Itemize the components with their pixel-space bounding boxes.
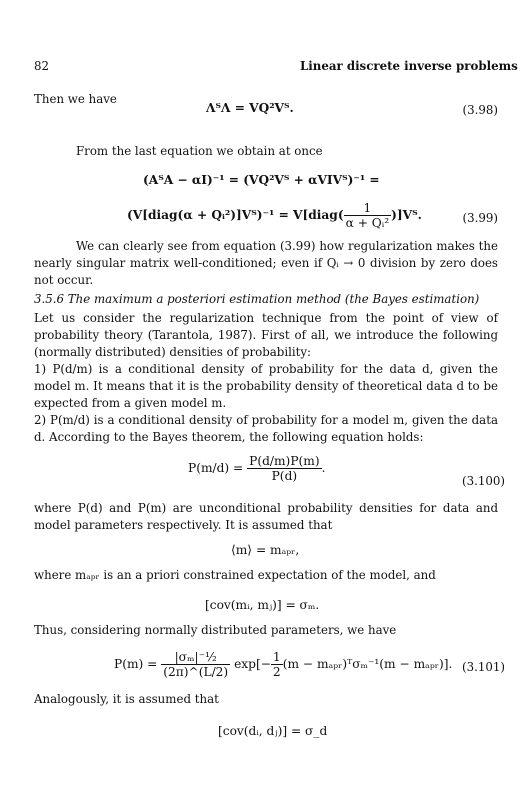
paragraph-from: From the last equation we obtain at once [76, 144, 323, 158]
paragraph-analogously: Analogously, it is assumed that [34, 692, 219, 706]
equation-3-101-fraction-denominator: (2π)^(L/2) [163, 665, 229, 679]
paragraph-let: Let us consider the regularization technique from the point of view of probability theory (Tarantola, 1987). First of all, we introduce the following (normally distributed) densities of probability: [34, 311, 498, 359]
equation-3-101-right: (m − mₐₚᵣ)ᵀσₘ⁻¹(m − mₐₚᵣ)]. [282, 657, 453, 671]
equation-3-101-fraction [161, 650, 230, 679]
equation-3-101-fraction-numerator: |σₘ|⁻½ [161, 650, 230, 665]
section-title: 3.5.6 The maximum a posteriori estimation method (the Bayes estimation) [34, 292, 480, 306]
equation-number-3-101: (3.101) [462, 660, 505, 674]
paragraph-where-1: where P(d) and P(m) are unconditional probability densities for data and model parameters respectively. It is assumed that [34, 501, 498, 532]
equation-mean: ⟨m⟩ = mₐₚᵣ, [231, 543, 300, 557]
paragraph-item-2: 2) P(m/d) is a conditional density of probability for a model m, given the data d. According to the Bayes theorem, the following equation holds: [34, 413, 498, 444]
equation-3-99-fraction [344, 201, 392, 230]
equation-3-101-half [271, 650, 283, 679]
equation-3-100-numerator: P(d/m)P(m) [249, 454, 320, 468]
equation-3-100-end: . [321, 461, 326, 475]
equation-3-99-line1: (AᵀA − αI)⁻¹ = (VQ²Vᵀ + αVIVᵀ)⁻¹ = [143, 173, 380, 187]
equation-cov-m: [cov(mᵢ, mⱼ)] = σₘ. [205, 598, 320, 612]
equation-3-101 [114, 650, 452, 679]
equation-3-101-half-numerator: 1 [272, 650, 281, 664]
equation-3-101-half-denominator: 2 [272, 665, 281, 679]
equation-3-99-fraction-denominator: α + Qᵢ² [345, 216, 390, 230]
equation-3-99-line2 [127, 201, 422, 230]
equation-3-99-fraction-numerator: 1 [344, 201, 392, 216]
running-title: Linear discrete inverse problems [300, 59, 518, 73]
equation-number-3-98: (3.98) [462, 103, 498, 117]
equation-3-99-line2-right: )]Vᵀ. [391, 208, 422, 222]
paragraph-thus: Thus, considering normally distributed parameters, we have [34, 623, 397, 637]
equation-3-100-left: P(m/d) = [188, 461, 248, 475]
equation-3-99-line2-left: (V[diag(α + Qᵢ²)]Vᵀ)⁻¹ = V[diag( [127, 208, 344, 222]
equation-number-3-100: (3.100) [462, 474, 505, 488]
equation-cov-d: [cov(dᵢ, dⱼ)] = σ_d [218, 724, 328, 738]
equation-number-3-99: (3.99) [462, 211, 498, 225]
equation-3-101-left: P(m) = [114, 657, 162, 671]
paragraph-clearly: We can clearly see from equation (3.99) how regularization makes the nearly singular matrix well-conditioned; even if Qᵢ → 0 division by zero does not occur. [34, 239, 498, 287]
equation-3-100-denominator: P(d) [271, 469, 298, 483]
paragraph-then: Then we have [34, 92, 117, 106]
paragraph-where-2: where mₐₚᵣ is an a priori constrained expectation of the model, and [34, 568, 436, 582]
paragraph-item-1: 1) P(d/m) is a conditional density of probability for the data d, given the model m. It means that it is the probability density of theoretical data d to be expected from a given model m. [34, 362, 498, 410]
equation-3-98: ΛᵀΛ = VQ²Vᵀ. [206, 101, 294, 115]
page-number: 82 [34, 59, 50, 73]
equation-3-101-exp: exp[− [234, 657, 271, 671]
equation-3-100 [188, 454, 325, 483]
equation-3-100-fraction [247, 454, 321, 483]
